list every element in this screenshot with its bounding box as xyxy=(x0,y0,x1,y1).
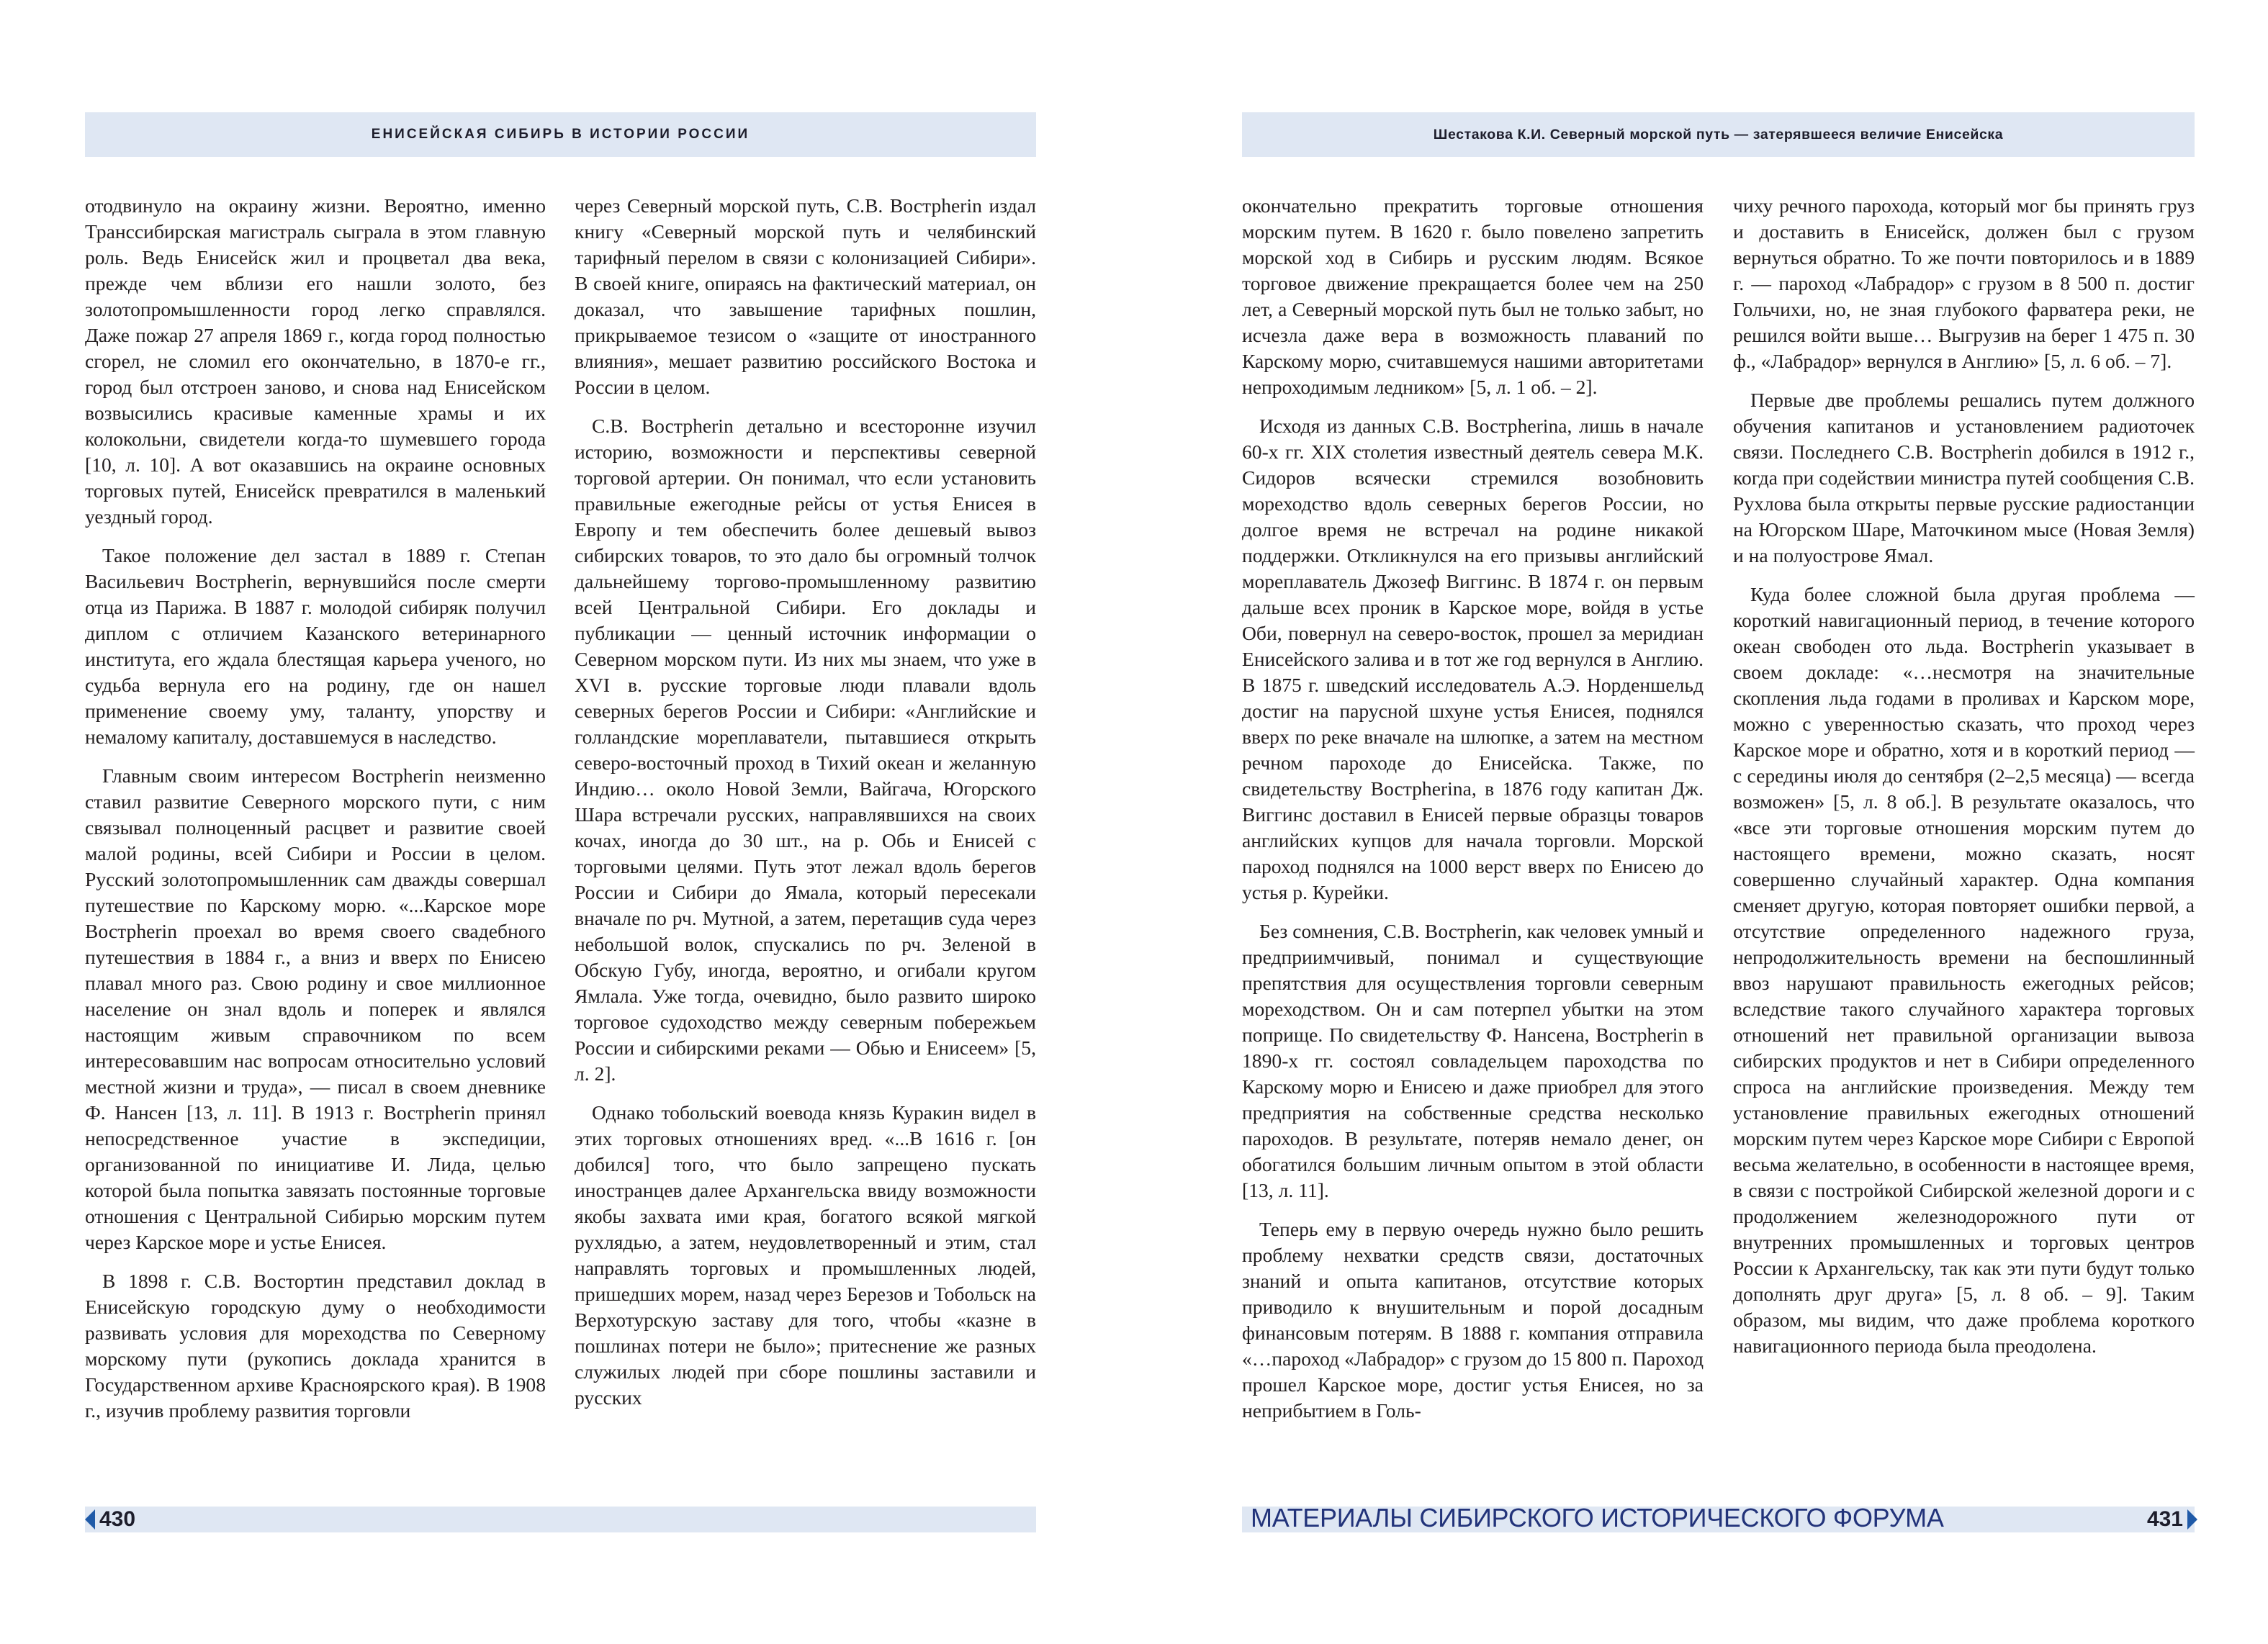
right-column-2 xyxy=(1733,193,2195,1372)
paragraph: отодвинуло на окраину жизни. Вероятно, именно Транссибирская магистраль сыграла в этом главную роль. Ведь Енисейск жил и процветал два века, прежде чем вблизи его нашли золото, без золотопромышленности город легко справлялся. Даже пожар 27 апреля 1869 г., когда город полностью сгорел, не сломил его окончательно, в 1870-е гг., город был отстроен заново, и снова над Енисейском возвысились красивые каменные храмы и их колокольни, свидетели когда-то шумевшего города [10, л. 10]. А вот оказавшись на окраине основных торговых путей, Енисейск превратился в маленький уездный город. xyxy=(85,194,546,528)
footer-bar-left xyxy=(85,1507,1036,1532)
page-number-right xyxy=(2147,1504,2197,1535)
paragraph: Куда более сложной была другая проблема — короткий навигационный период, в течение которого океан свободен ото льда. Вострherin указывает в своем докладе: «…несмотря на значительные скопления льда годами в проливах и Карском море, можно с уверенностью сказать, что проход через Карское море и обратно, хотя и в короткий период — с середины июля до сентября (2–2,5 месяца) — всегда возможен» [5, л. 8 об.]. В результате оказалось, что «все эти торговые отношения морским путем до настоящего времени, можно сказать, носят совершенно случайный характер. Одна компания сменяет другую, которая повторяет ошибки первой, а отсутствие определенного надежного груза, непродолжительность времени на беспошлинный ввоз нарушают правильность ежегодных рейсов; вследствие такого случайного характера торговых отношений нет правильной организации вывоза сибирских продуктов и нет в Сибири определенного спроса на английские произведения. Между тем установление правильных ежегодных отношений морским путем через Карское море Сибири с Европой весьма желательно, в особенности в настоящее время, в связи с постройкой Сибирской железной дороги и с продолжением железнодорожного пути от внутренних промышленных и торговых центров России к Архангельску, так как эти пути будут только дополнять друг друга» [5, л. 8 об. – 9]. Таким образом, мы видим, что даже проблема короткого навигационного периода была преодолена. xyxy=(1733,583,2195,1357)
page-number-text: 430 xyxy=(99,1507,136,1531)
paragraph: В 1898 г. С.В. Востортин представил доклад в Енисейскую городскую думу о необходимости развивать условия для мореходства по Северному морскому пути (рукопись доклада хранится в Государственном архиве Красноярского края). В 1908 г., изучив проблему развития торговли xyxy=(85,1270,546,1422)
paragraph: Теперь ему в первую очередь нужно было решить проблему нехватки средств связи, достаточных знаний и опыта капитанов, отсутствие которых приводило к внушительным и порой досадным финансовым потерям. В 1888 г. компания отправила «…пароход «Лабрадор» с грузом до 15 800 п. Пароход прошел Карское море, достиг устья Енисея, но за неприбытием в Голь- xyxy=(1242,1218,1704,1422)
chevron-right-icon xyxy=(2187,1509,2197,1530)
paragraph: Главным своим интересом Вострherin неизменно ставил развитие Северного морского пути, с ним связывал полноценный расцвет и развитие своей малой родины, всей Сибири и России в целом. Русский золотопромышленник сам дважды совершал путешествие по Карскому морю. «...Карское море Вострherin проехал во время своего свадебного путешествия в 1884 г., а вниз и вверх по Енисею плавал много раз. Свою родину и свое миллионное население он знал вдоль и поперек и являлся настоящим живым справочником по всем интересовавшим нас вопросам относительно условий местной жизни и труда», — писал в своем дневнике Ф. Нансен [13, л. 11]. В 1913 г. Вострherin принял непосредственное участие в экспедиции, организованной по инициативе И. Лида, целью которой была попытка завязать постоянные торговые отношения с Центральной Сибирью морским путем через Карское море и устье Енисея. xyxy=(85,764,546,1253)
left-column-1 xyxy=(85,193,546,1437)
header-title-left: ЕНИСЕЙСКАЯ СИБИРЬ В ИСТОРИИ РОССИИ xyxy=(371,127,750,142)
paragraph: С.В. Вострherin детально и всесторонне изучил историю, возможности и перспективы северной торговой артерии. Он понимал, что если установить правильные ежегодные рейсы от устья Енисея в Европу и тем обеспечить более дешевый вывоз сибирских товаров, то это дало бы огромный толчок дальнейшему торгово-промышленному развитию всей Центральной Сибири. Его доклады и публикации — ценный источник информации о Северном морском пути. Из них мы знаем, что уже в XVI в. русские торговые люди плавали вдоль северных берегов России и Сибири: «Английские и голландские мореплаватели, пытавшиеся открыть северо-восточный проход в Тихий океан и желанную Индию… около Новой Земли, Вайгача, Югорского Шара встречали русских, направлявшихся на своих кочах, иногда до 30 шт., на р. Обь и Енисей с торговыми целями. Путь этот лежал вдоль берегов России и Сибири до Ямала, который пересекали вначале по рч. Мутной, а затем, перетащив суда через небольшой волок, спускались по рч. Зеленой в Обскую Губу, иногда, вероятно, и огибали кругом Ямлала. Уже тогда, очевидно, было развито широко торговое судоходство между северным побережьем России и сибирскими реками — Обью и Енисеем» [5, л. 2]. xyxy=(575,415,1036,1085)
page-number-left xyxy=(85,1504,135,1535)
right-page xyxy=(1134,0,2268,1644)
page-number-text: 431 xyxy=(2146,1507,2183,1531)
chevron-left-icon xyxy=(85,1509,95,1530)
header-title-right: Шестакова К.И. Северный морской путь — затерявшееся величие Енисейска xyxy=(1433,126,2004,143)
paragraph: чиху речного парохода, который мог бы принять груз и доставить в Енисейск, должен был с грузом вернуться обратно. То же почти повторилось и в 1889 г. — пароход «Лабрадор» с грузом в 8 500 п. достиг Гольчихи, но, не зная глубокого фарватера реки, не решился войти выше… Выгрузив на берег 1 475 п. 30 ф., «Лабрадор» вернулся в Англию» [5, л. 6 об. – 7]. xyxy=(1733,194,2195,372)
paragraph: Такое положение дел застал в 1889 г. Степан Васильевич Вострherin, вернувшийся после смерти отца из Парижа. В 1887 г. молодой сибиряк получил диплом с отличием Казанского ветеринарного института, его ждала блестящая карьера ученого, но судьба вернула его на родину, где он нашел применение своему уму, таланту, упорству и немалому капиталу, доставшемуся в наследство. xyxy=(85,544,546,748)
running-header-right xyxy=(1242,112,2195,157)
paragraph: Первые две проблемы решались путем должного обучения капитанов и установлением радиоточек связи. Последнего С.В. Вострherin добился в 1912 г., когда при содействии министра путей сообщения С.В. Рухлова была открыты первые русские радиостанции на Югорском Шаре, Маточкином мысе (Новая Земля) и на полуострове Ямал. xyxy=(1733,389,2195,566)
right-column-1 xyxy=(1242,193,1704,1437)
paragraph: Исходя из данных С.В. Вострherina, лишь в начале 60-х гг. XIX столетия известный деятель севера М.К. Сидоров всячески стремился возобновить мореходство вдоль северных берегов России, но долгое время не встречал на родине никакой поддержки. Откликнулся на его призывы английский мореплаватель Джозеф Виггинс. В 1874 г. он первым дальше всех проник в Карское море, войдя в устье Оби, повернул на северо-восток, прошел за меридиан Енисейского залива и в тот же год вернулся в Англию. В 1875 г. шведский исследователь А.Э. Норденшельд достиг на парусной шхуне устья Енисея, поднялся вверх по реке вначале на шлюпке, а затем на местном речном пароходе до Енисейска. Также, по свидетельству Вострherina, в 1876 году капитан Дж. Виггинс доставил в Енисей первые образцы товаров английских купцов для начала торговли. Морской пароход поднялся на 1000 верст вверх по Енисею до устья р. Курейки. xyxy=(1242,415,1704,903)
paragraph: через Северный морской путь, С.В. Вострherin издал книгу «Северный морской путь и челябинский тарифный перелом в связи с колонизацией Сибири». В своей книге, опираясь на фактический материал, он доказал, что завышение тарифных пошлин, прикрываемое тезисом о «защите от иностранного влияния», мешает развитию российского Востока и России в целом. xyxy=(575,194,1036,398)
paragraph: Без сомнения, С.В. Вострherin, как человек умный и предприимчивый, понимал и существующие препятствия для осуществления торговли северным мореходством. Он и сам потерпел убытки на этом поприще. По свидетельству Ф. Нансена, Вострherin в 1890-х гг. состоял совладельцем пароходства по Карскому морю и Енисею и даже приобрел для этого предприятия на собственные средства несколько пароходов. В результате, потеряв немало денег, он обогатился большим личным опытом в этой области [13, л. 11]. xyxy=(1242,920,1704,1201)
left-column-2 xyxy=(575,193,1036,1424)
paragraph: Однако тобольский воевода князь Куракин видел в этих торговых отношениях вред. «...В 1616 г. [он добился] того, что было запрещено пускать иностранцев далее Архангельска ввиду возможности якобы захвата ими края, богатого всякой мягкой рухлядью, а затем, неудовлетворенный и этим, стал направлять торговых и промышленных людей, пришедших морем, назад через Березов и Тобольск на Верхотурскую заставу для того, чтобы «казне в пошлинах потери не было»; притеснение же разных служилых людей при сборе пошлины заставили и русских xyxy=(575,1101,1036,1409)
paragraph: окончательно прекратить торговые отношения морским путем. В 1620 г. было повелено запретить морской ход в Сибирь и русским людям. Всякое торговое движение прекращается более чем на 250 лет, а Северный морской путь был не только забыт, но исчезла даже вера в возможность плаваний по Карскому морю, считавшемуся нашими авторитетами непроходимым ледником» [5, л. 1 об. – 2]. xyxy=(1242,194,1704,398)
running-header-left xyxy=(85,112,1036,157)
journal-title: МАТЕРИАЛЫ СИБИРСКОГО ИСТОРИЧЕСКОГО ФОРУМА xyxy=(1251,1503,1944,1532)
